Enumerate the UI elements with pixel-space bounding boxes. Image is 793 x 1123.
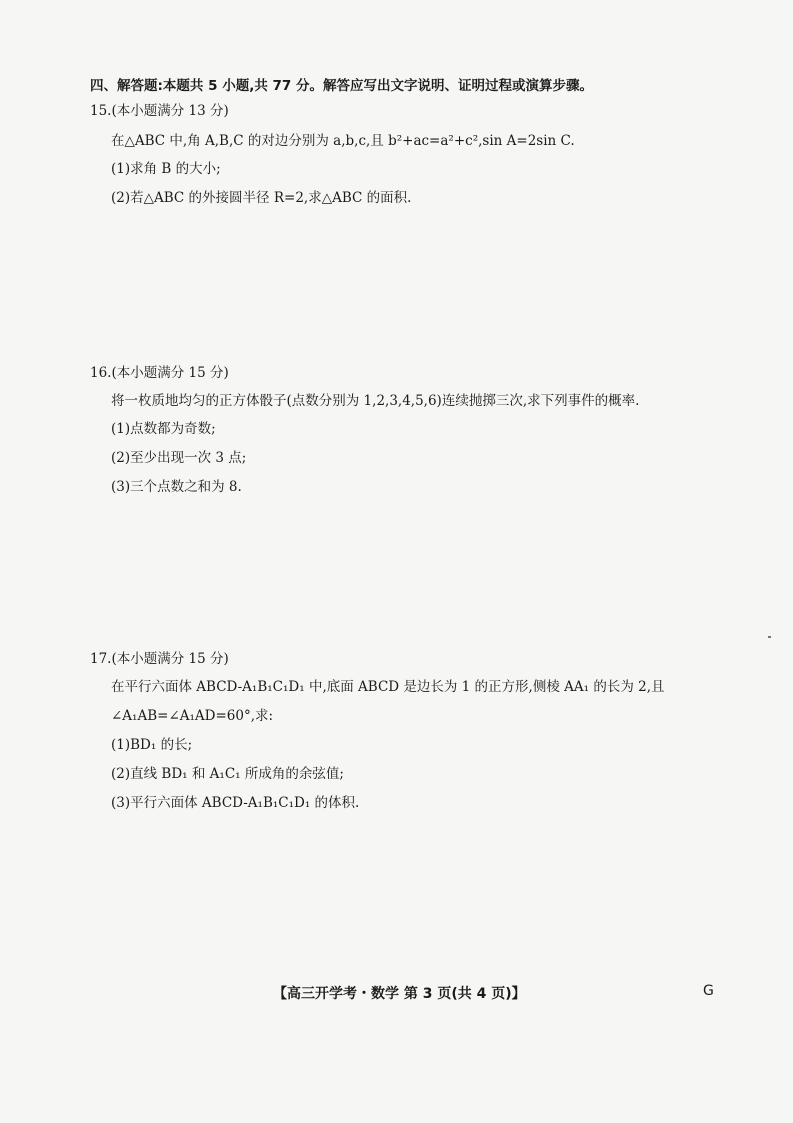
q16-stem: 将一枚质地均匀的正方体骰子(点数分别为 1,2,3,4,5,6)连续抛掷三次,求下列事件的概率. — [111, 393, 640, 409]
section-header: 四、解答题:本题共 5 小题,共 77 分。解答应写出文字说明、证明过程或演算步骤。 — [90, 78, 594, 94]
q17-part3: (3)平行六面体 ABCD-A₁B₁C₁D₁ 的体积. — [111, 795, 360, 811]
q17-part1: (1)BD₁ 的长; — [111, 737, 193, 753]
q16-part1: (1)点数都为奇数; — [111, 421, 216, 437]
q17-stem-line2: ∠A₁AB=∠A₁AD=60°,求: — [111, 708, 274, 724]
scan-speck — [768, 636, 771, 638]
q15-title: 15.(本小题满分 13 分) — [90, 103, 229, 119]
q15-part2: (2)若△ABC 的外接圆半径 R=2,求△ABC 的面积. — [111, 190, 412, 206]
q15-part1: (1)求角 B 的大小; — [111, 161, 221, 177]
q16-part2: (2)至少出现一次 3 点; — [111, 450, 247, 466]
q15-stem: 在△ABC 中,角 A,B,C 的对边分别为 a,b,c,且 b²+ac=a²+c²,sin A=2sin C. — [111, 133, 575, 149]
q16-title: 16.(本小题满分 15 分) — [90, 365, 229, 381]
paper-code: G — [703, 983, 714, 999]
q17-part2: (2)直线 BD₁ 和 A₁C₁ 所成角的余弦值; — [111, 766, 344, 782]
page-footer: 【高三开学考・数学 第 3 页(共 4 页)】 — [273, 986, 526, 1002]
q17-stem-line1: 在平行六面体 ABCD-A₁B₁C₁D₁ 中,底面 ABCD 是边长为 1 的正方形,侧棱 AA₁ 的长为 2,且 — [111, 679, 665, 695]
q16-part3: (3)三个点数之和为 8. — [111, 479, 242, 495]
q17-title: 17.(本小题满分 15 分) — [90, 651, 229, 667]
